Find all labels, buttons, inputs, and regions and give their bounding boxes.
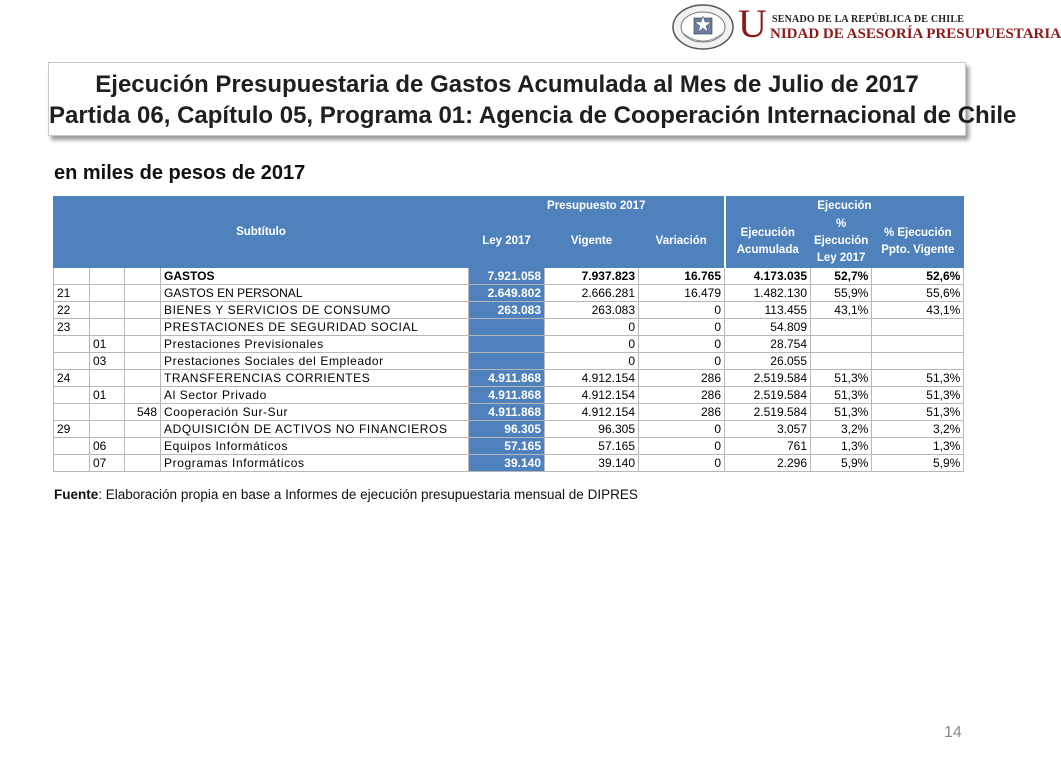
pct-vigente-cell: 3,2% bbox=[872, 421, 964, 438]
code-cell bbox=[125, 268, 161, 285]
code-cell: 01 bbox=[90, 336, 125, 353]
code-cell bbox=[90, 370, 125, 387]
ejecucion-cell: 3.057 bbox=[725, 421, 811, 438]
ejecucion-cell: 1.482.130 bbox=[725, 285, 811, 302]
pct-vigente-cell: 55,6% bbox=[872, 285, 964, 302]
pct-ley-cell bbox=[811, 336, 872, 353]
code-cell bbox=[125, 438, 161, 455]
code-cell: 07 bbox=[90, 455, 125, 472]
pct-vigente-cell: 43,1% bbox=[872, 302, 964, 319]
pct-ley-cell: 43,1% bbox=[811, 302, 872, 319]
item-name-cell: PRESTACIONES DE SEGURIDAD SOCIAL bbox=[161, 319, 469, 336]
ley-cell bbox=[469, 319, 545, 336]
senate-seal-icon bbox=[672, 4, 734, 50]
pct-vigente-cell: 1,3% bbox=[872, 438, 964, 455]
code-cell bbox=[54, 336, 90, 353]
variacion-cell: 0 bbox=[639, 319, 725, 336]
table-row bbox=[54, 370, 964, 387]
header-subtitulo: Subtítulo bbox=[54, 197, 469, 268]
pct-ley-cell bbox=[811, 319, 872, 336]
pct-vigente-cell: 51,3% bbox=[872, 404, 964, 421]
code-cell bbox=[54, 353, 90, 370]
item-name-cell: Programas Informáticos bbox=[161, 455, 469, 472]
header-pct-ley: % Ejecución Ley 2017 bbox=[811, 216, 872, 268]
ley-cell bbox=[469, 353, 545, 370]
code-cell: 21 bbox=[54, 285, 90, 302]
table-row bbox=[54, 404, 964, 421]
code-cell bbox=[54, 455, 90, 472]
variacion-cell: 16.765 bbox=[639, 268, 725, 285]
code-cell bbox=[125, 319, 161, 336]
ley-cell: 4.911.868 bbox=[469, 404, 545, 421]
ejecucion-cell: 2.519.584 bbox=[725, 387, 811, 404]
variacion-cell: 286 bbox=[639, 404, 725, 421]
code-cell: 06 bbox=[90, 438, 125, 455]
page-title-sub: Partida 06, Capítulo 05, Programa 01: Agencia de Cooperación Internacional de Chile bbox=[49, 102, 1017, 129]
code-cell bbox=[125, 302, 161, 319]
header-pct-vigente: % Ejecución Ppto. Vigente bbox=[872, 216, 964, 268]
header-ejecucion-group: Ejecución bbox=[725, 197, 964, 216]
pct-ley-cell: 51,3% bbox=[811, 404, 872, 421]
header-ley: Ley 2017 bbox=[469, 216, 545, 268]
page-number: 14 bbox=[944, 724, 962, 741]
vigente-cell: 96.305 bbox=[545, 421, 639, 438]
pct-vigente-cell: 52,6% bbox=[872, 268, 964, 285]
variacion-cell: 0 bbox=[639, 353, 725, 370]
variacion-cell: 0 bbox=[639, 336, 725, 353]
variacion-cell: 0 bbox=[639, 421, 725, 438]
item-name-cell: Equipos Informáticos bbox=[161, 438, 469, 455]
pct-ley-cell: 3,2% bbox=[811, 421, 872, 438]
ejecucion-cell: 4.173.035 bbox=[725, 268, 811, 285]
ejecucion-cell: 2.519.584 bbox=[725, 404, 811, 421]
org-initial: U bbox=[738, 1, 767, 46]
vigente-cell: 0 bbox=[545, 319, 639, 336]
senate-logo bbox=[672, 1, 1061, 52]
org-parent-name: SENADO DE LA REPÚBLICA DE CHILE bbox=[772, 14, 965, 25]
table-row bbox=[54, 302, 964, 319]
org-name: NIDAD DE ASESORÍA PRESUPUESTARIA bbox=[770, 26, 1061, 42]
code-cell bbox=[125, 336, 161, 353]
ejecucion-cell: 28.754 bbox=[725, 336, 811, 353]
page-title: Ejecución Presupuestaria de Gastos Acumulada al Mes de Julio de 2017 bbox=[95, 71, 919, 98]
ley-cell: 57.165 bbox=[469, 438, 545, 455]
code-cell bbox=[125, 387, 161, 404]
pct-ley-cell: 51,3% bbox=[811, 387, 872, 404]
units-subtitle: en miles de pesos de 2017 bbox=[54, 162, 306, 184]
ejecucion-cell: 26.055 bbox=[725, 353, 811, 370]
title-box bbox=[48, 62, 1017, 136]
table-row bbox=[54, 455, 964, 472]
pct-ley-cell bbox=[811, 353, 872, 370]
code-cell bbox=[125, 353, 161, 370]
ejecucion-cell: 2.296 bbox=[725, 455, 811, 472]
table-row bbox=[54, 336, 964, 353]
ejecucion-cell: 113.455 bbox=[725, 302, 811, 319]
source-note: Fuente: Elaboración propia en base a Informes de ejecución presupuestaria mensual de DIPRES bbox=[54, 487, 638, 502]
table-row bbox=[54, 268, 964, 285]
ejecucion-cell: 2.519.584 bbox=[725, 370, 811, 387]
table-row bbox=[54, 387, 964, 404]
variacion-cell: 0 bbox=[639, 455, 725, 472]
ley-cell: 4.911.868 bbox=[469, 370, 545, 387]
table-row bbox=[54, 438, 964, 455]
header-presupuesto: Presupuesto 2017 bbox=[469, 197, 725, 216]
table-row bbox=[54, 285, 964, 302]
variacion-cell: 0 bbox=[639, 302, 725, 319]
code-cell bbox=[54, 438, 90, 455]
pct-vigente-cell bbox=[872, 319, 964, 336]
code-cell bbox=[54, 404, 90, 421]
pct-vigente-cell: 51,3% bbox=[872, 387, 964, 404]
code-cell: 548 bbox=[125, 404, 161, 421]
variacion-cell: 16.479 bbox=[639, 285, 725, 302]
code-cell bbox=[125, 285, 161, 302]
variacion-cell: 286 bbox=[639, 370, 725, 387]
ley-cell: 2.649.802 bbox=[469, 285, 545, 302]
code-cell bbox=[90, 285, 125, 302]
code-cell bbox=[90, 421, 125, 438]
code-cell bbox=[90, 268, 125, 285]
pct-vigente-cell bbox=[872, 353, 964, 370]
code-cell: 22 bbox=[54, 302, 90, 319]
item-name-cell: TRANSFERENCIAS CORRIENTES bbox=[161, 370, 469, 387]
pct-ley-cell: 52,7% bbox=[811, 268, 872, 285]
variacion-cell: 0 bbox=[639, 438, 725, 455]
table-row bbox=[54, 319, 964, 336]
vigente-cell: 263.083 bbox=[545, 302, 639, 319]
item-name-cell: GASTOS EN PERSONAL bbox=[161, 285, 469, 302]
code-cell: 23 bbox=[54, 319, 90, 336]
vigente-cell: 4.912.154 bbox=[545, 404, 639, 421]
pct-ley-cell: 5,9% bbox=[811, 455, 872, 472]
item-name-cell: Prestaciones Sociales del Empleador bbox=[161, 353, 469, 370]
vigente-cell: 4.912.154 bbox=[545, 370, 639, 387]
pct-ley-cell: 51,3% bbox=[811, 370, 872, 387]
code-cell bbox=[54, 387, 90, 404]
pct-vigente-cell bbox=[872, 336, 964, 353]
vigente-cell: 57.165 bbox=[545, 438, 639, 455]
pct-vigente-cell: 5,9% bbox=[872, 455, 964, 472]
item-name-cell: GASTOS bbox=[161, 268, 469, 285]
code-cell: 29 bbox=[54, 421, 90, 438]
vigente-cell: 39.140 bbox=[545, 455, 639, 472]
ley-cell bbox=[469, 336, 545, 353]
code-cell: 01 bbox=[90, 387, 125, 404]
code-cell bbox=[125, 370, 161, 387]
header-ejecucion-acumulada: Ejecución Acumulada bbox=[725, 216, 811, 268]
vigente-cell: 0 bbox=[545, 336, 639, 353]
code-cell: 24 bbox=[54, 370, 90, 387]
code-cell bbox=[125, 455, 161, 472]
table-row bbox=[54, 353, 964, 370]
code-cell bbox=[90, 319, 125, 336]
ley-cell: 4.911.868 bbox=[469, 387, 545, 404]
item-name-cell: Cooperación Sur-Sur bbox=[161, 404, 469, 421]
pct-vigente-cell: 51,3% bbox=[872, 370, 964, 387]
ley-cell: 39.140 bbox=[469, 455, 545, 472]
ejecucion-cell: 54.809 bbox=[725, 319, 811, 336]
header-vigente: Vigente bbox=[545, 216, 639, 268]
code-cell bbox=[90, 302, 125, 319]
vigente-cell: 2.666.281 bbox=[545, 285, 639, 302]
ejecucion-cell: 761 bbox=[725, 438, 811, 455]
item-name-cell: BIENES Y SERVICIOS DE CONSUMO bbox=[161, 302, 469, 319]
item-name-cell: Prestaciones Previsionales bbox=[161, 336, 469, 353]
ley-cell: 263.083 bbox=[469, 302, 545, 319]
ley-cell: 96.305 bbox=[469, 421, 545, 438]
budget-table bbox=[53, 196, 964, 472]
code-cell bbox=[90, 404, 125, 421]
vigente-cell: 4.912.154 bbox=[545, 387, 639, 404]
vigente-cell: 0 bbox=[545, 353, 639, 370]
pct-ley-cell: 55,9% bbox=[811, 285, 872, 302]
code-cell bbox=[125, 421, 161, 438]
header-variacion: Variación bbox=[639, 216, 725, 268]
pct-ley-cell: 1,3% bbox=[811, 438, 872, 455]
code-cell: 03 bbox=[90, 353, 125, 370]
item-name-cell: ADQUISICIÓN DE ACTIVOS NO FINANCIEROS bbox=[161, 421, 469, 438]
ley-cell: 7.921.058 bbox=[469, 268, 545, 285]
vigente-cell: 7.937.823 bbox=[545, 268, 639, 285]
table-row bbox=[54, 421, 964, 438]
variacion-cell: 286 bbox=[639, 387, 725, 404]
code-cell bbox=[54, 268, 90, 285]
item-name-cell: Al Sector Privado bbox=[161, 387, 469, 404]
